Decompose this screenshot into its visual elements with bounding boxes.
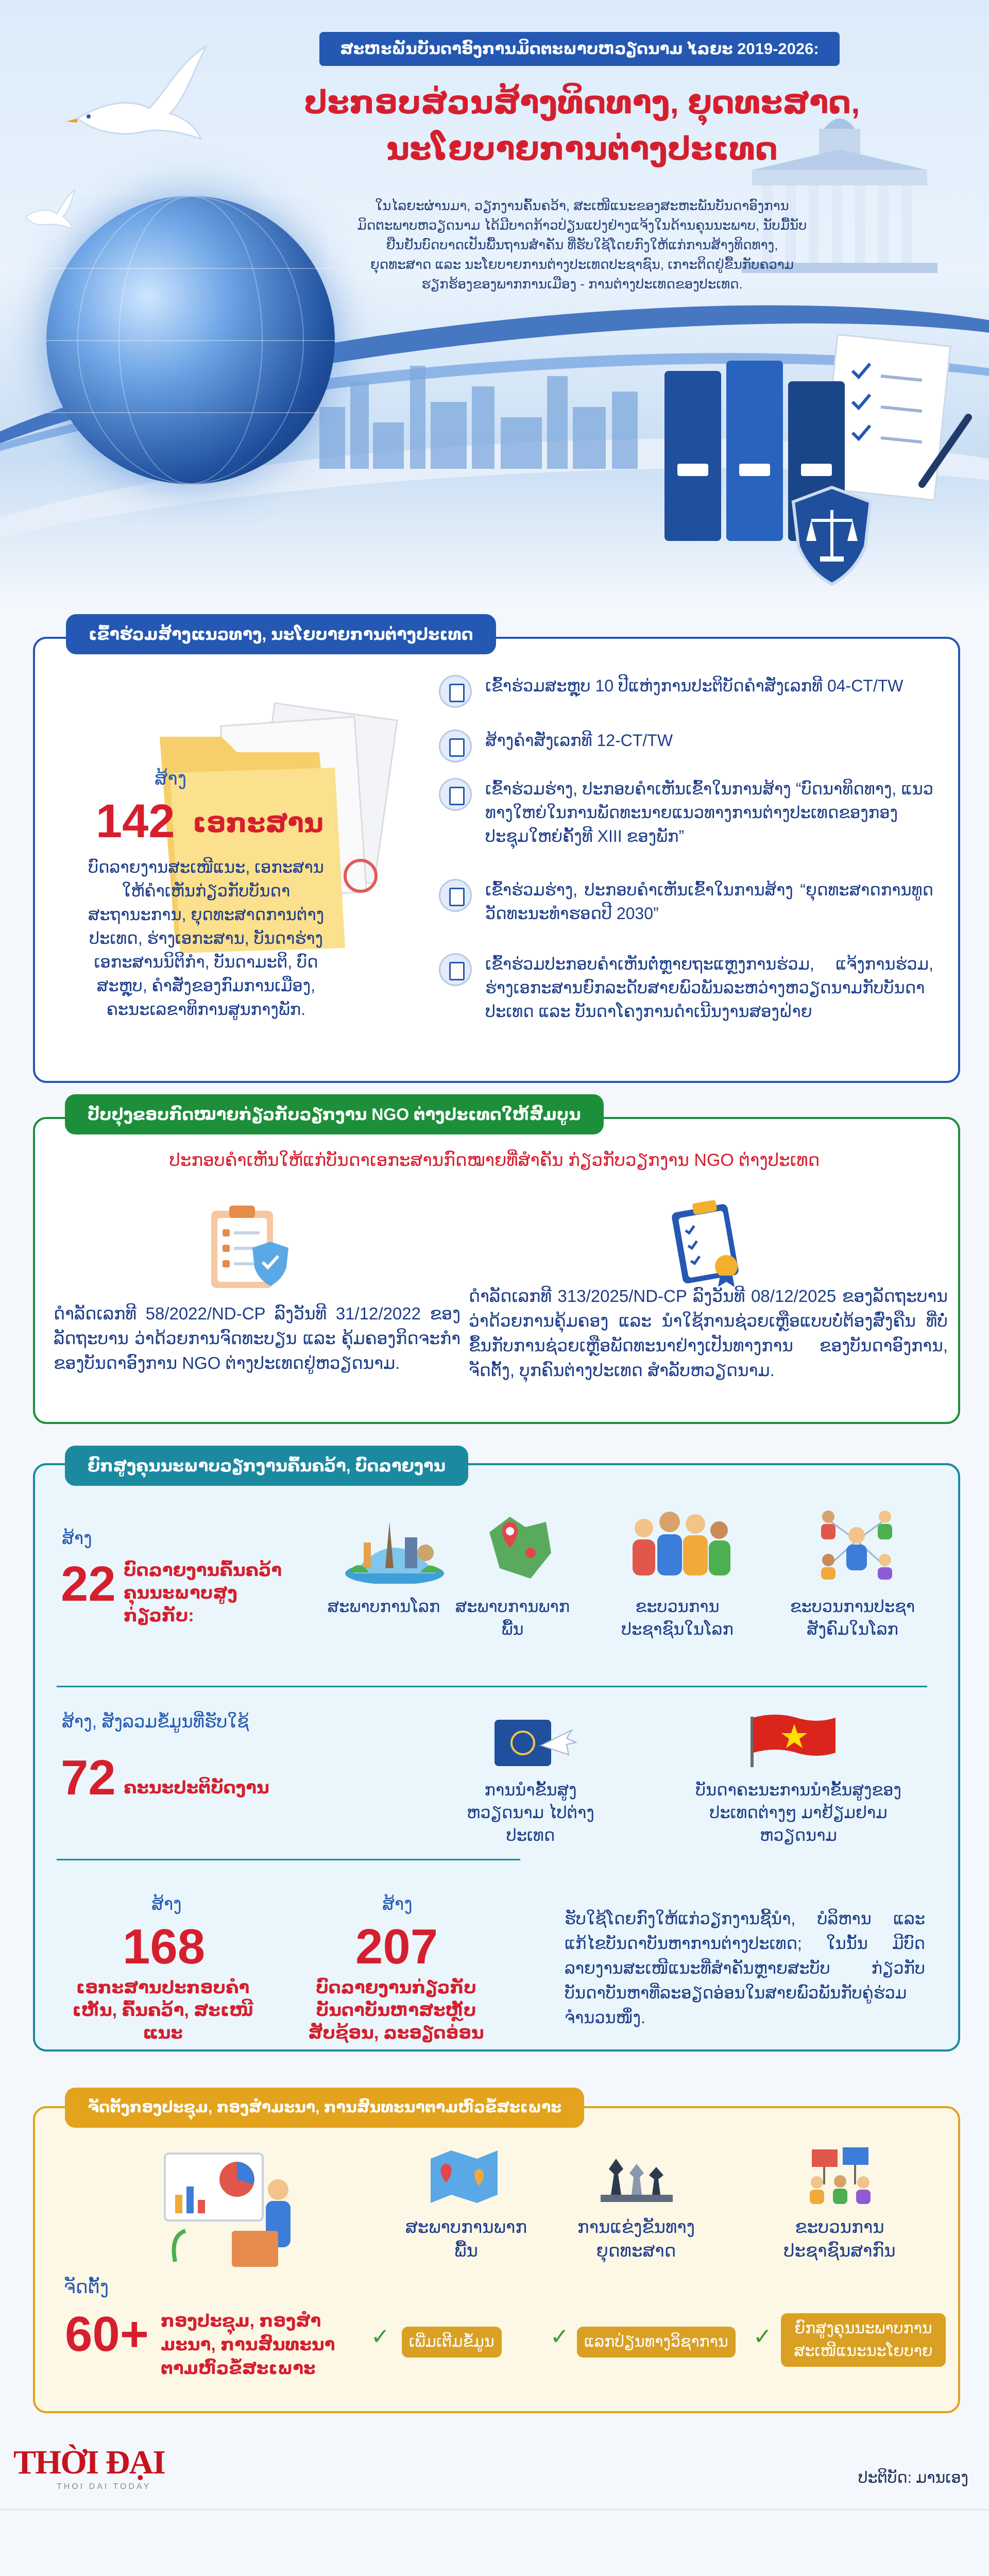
decree-313-text: ດຳລັດເລກທີ 313/2025/ND-CP ລົງວັນທີ 08/12/2025 ຂອງລັດຖະບານ ວ່າດ້ວຍການຄຸ້ມຄອງ ແລະ ນຳໃຊ້ການຊ່ວຍເຫຼືອແບບບໍ່ຕ້ອງສົ່ງຄືນ ທີ່ບໍ່ຂຶ້ນກັບການຊ່ວຍເຫຼືອພັດທະນາຢ່າງເປັນທາງການ ຂອງບັນດາອົງການ, ຈັດຕັ້ງ, ບຸກຄົນຕ່າງປະເທດ ສຳລັບຫວຽດນາມ. (469, 1286, 948, 1380)
author-credit: ປະຕິບັດ: ມານເອງ (858, 2469, 968, 2486)
section3-title: ຍົກສູງຄຸນນະພາບວຽກງານຄົ້ນຄວ້າ, ບົດລາຍງານ (65, 1446, 468, 1486)
row3a-caption: ເອກະສານປະກອບຄຳເຫັນ, ຄົ້ນຄວ້າ, ສະເໜີແນະ (72, 1978, 253, 2043)
regional-map-pins-icon (425, 2143, 503, 2205)
document-icon (439, 778, 472, 811)
row3a-number: 168 (123, 1919, 206, 1974)
stat-description: ບົດລາຍງານສະເໜີແນະ, ເອກະສານໃຫ້ຄຳເຫັນກ່ຽວກັບບັນດາສະຖານະການ, ຍຸດທະສາດການຕ່າງປະເທດ, ຮ່າງເອກະສານ, ບັນດາຮ່າງເອກະສານນິຕິກຳ, ບັນດາມະຕິ, ບົດສະຫຼຸບ, ຄຳສັ່ງຂອງກົມການເມືອງ, ຄະນະເລຂາທິການສູນກາງພັກ. (88, 858, 325, 1019)
thoi-dai-logo: THỜI ĐẠI (13, 2444, 165, 2481)
vietnam-flag-icon (745, 1711, 838, 1768)
row2-unit: ຄະນະປະຕິບັດງານ (124, 1778, 269, 1798)
check-icon: ✓ (753, 2324, 772, 2349)
page-title-line2: ນະໂຍບາຍການຕ່າງປະເທດ (386, 131, 778, 167)
page-title-line1: ປະກອບສ່ວນສ້າງທິດທາງ, ຍຸດທະສາດ, (304, 85, 860, 121)
outcome-badge-policy: ຍົກສູງຄຸນນະພາບການສະເໜີແນະນະໂຍບາຍ (781, 2313, 946, 2367)
people-crowd-icon (623, 1502, 737, 1585)
footer-divider (0, 2509, 989, 2510)
stat-prefix: ສ້າງ (155, 768, 187, 789)
topic-foreign-delegations: ບັນດາຄະນະການນຳຂັ້ນສູງຂອງປະເທດຕ່າງໆ ມາຢ້ຽມຢາມຫວຽດນາມ (695, 1781, 901, 1844)
section2-subtitle: ປະກອບຄຳເຫັນໃຫ້ແກ່ບັນດາເອກະສານກົດໝາຍທີ່ສຳຄັນ ກ່ຽວກັບວຽກງານ NGO ຕ່າງປະເທດ (169, 1150, 820, 1170)
row3b-prefix: ສ້າງ (382, 1894, 413, 1914)
regional-map-icon (479, 1501, 556, 1584)
divider (57, 1859, 520, 1860)
chess-strategy-icon (595, 2148, 678, 2205)
city-skyline (309, 355, 670, 469)
intro-description: ໃນໄລຍະຜ່ານມາ, ວຽກງານຄົ້ນຄວ້າ, ສະເໜີແນະຂອງສະຫະພັນບັນດາອົງການມິດຕະພາບຫວຽດນາມ ໄດ້ມີບາດກ້າວປ່ຽນແປງຢ່າງແຈ້ງໃນດ້ານຄຸນນະພາບ, ນັບມື້ນັບຢືນຢັນບົດບາດເປັນພື້ນຖານສຳຄັນ ທີ່ຮັບໃຊ້ໂດຍກົງໃຫ້ແກ່ການສ້າງທິດທາງ, ຍຸດທະສາດ ແລະ ນະໂຍບາຍການຕ່າງປະເທດປະຊາຊົນ, ເກາະຕິດຢູ່ຂື້ນກັບຄວາມຮຽກຮ້ອງຂອງພາກການເມືອງ - ການຕ່າງປະເທດຂອງປະເທດ. (357, 198, 807, 292)
document-icon (439, 675, 472, 708)
decree-58-text: ດຳລັດເລກທີ 58/2022/ND-CP ລົງວັນທີ 31/12/2022 ຂອງລັດຖະບານ ວ່າດ້ວຍການຈົດທະບຽນ ແລະ ຄຸ້ມຄອງກິດຈະກຳຂອງບັນດາອົງການ NGO ຕ່າງປະເທດຢູ່ຫວຽດນາມ. (54, 1304, 461, 1372)
topic-regional-situation: ສະພາບການພາກພື້ນ (455, 1597, 570, 1638)
conference-prefix: ຈັດຕັ້ງ (64, 2276, 109, 2297)
world-landmarks-icon (343, 1512, 446, 1584)
section2-title: ປັບປຸງຂອບກົດໝາຍກ່ຽວກັບວຽກງານ NGO ຕ່າງປະເທດໃຫ້ສົມບູນ (65, 1094, 604, 1134)
document-icon (439, 953, 472, 986)
conference-number: 60+ (65, 2307, 149, 2362)
civil-society-network-icon (808, 1499, 906, 1582)
row3b-number: 207 (355, 1919, 438, 1974)
logo-subtitle: THOI DAI TODAY (57, 2482, 151, 2491)
dove-icon (57, 41, 211, 155)
row3-paragraph: ຮັບໃຊ້ໂດຍກົງໃຫ້ແກ່ວຽກງານຊີ້ນຳ, ບໍລິຫານ ແລະ ແກ້ໄຂບັນດາບັນຫາການຕ່າງປະເທດ; ໃນນັ້ນ ມີບົດລາຍງານສະເໜີແນະທີ່ສຳຄັນຫຼາຍສະບັບ ກ່ຽວກັບບັນດາບັນຫາທີ່ລະອຽດອ່ອນໃນສາຍພົວພັນກັບຄູ່ຮ່ວມຈຳນວນໜຶ່ງ. (565, 1909, 925, 2027)
topic-people-movement: ຂະບວນການປະຊາຊົນໃນໂລກ (621, 1597, 734, 1638)
outcome-badge-exchange: ແລກປ່ຽນທາງວິຊາການ (577, 2327, 736, 2358)
topic-leaders-abroad: ການນຳຂັ້ນສູງຫວຽດນາມ ໄປຕ່າງປະເທດ (467, 1781, 594, 1844)
check-icon: ✓ (550, 2324, 569, 2349)
small-dove-icon (21, 185, 77, 232)
row1-unit: ບົດລາຍງານຄົ້ນຄວ້າຄຸນນະພາບສູງກ່ຽວກັບ: (124, 1561, 282, 1625)
presentation-speaker-icon (155, 2143, 309, 2272)
topic-international-movement: ຂະບວນການປະຊາຊົນສາກົນ (783, 2217, 896, 2261)
topic-world-situation: ສະພາບການໂລກ (327, 1597, 440, 1616)
row3a-prefix: ສ້າງ (151, 1894, 182, 1914)
section4-title: ຈັດຕັ້ງກອງປະຊຸມ, ກອງສຳມະນາ, ການສົນທະນາຕາມຫົວຂໍ້ສະເພາະ (65, 2088, 584, 2128)
checklist-award-icon (670, 1195, 747, 1288)
topic-civil-society: ຂະບວນການປະຊາສັງຄົມໃນໂລກ (790, 1597, 915, 1638)
document-icon (439, 730, 472, 762)
row2-prefix: ສ້າງ, ສັງລວມຂໍ້ມູນທີ່ຮັບໃຊ້ (62, 1712, 249, 1732)
passport-travel-icon (489, 1715, 577, 1771)
document-icon (439, 879, 472, 912)
stat-number-documents: 142 (96, 795, 175, 848)
stat-unit: ເອກະສານ (193, 808, 324, 838)
clipboard-shield-icon (206, 1200, 294, 1293)
conference-unit: ກອງປະຊຸມ, ກອງສຳມະນາ, ການສົນທະນາຕາມຫົວຂໍ້ສະເພາະ (161, 2311, 335, 2378)
row3b-caption: ບົດລາຍງານກ່ຽວກັບບັນດາບັນຫາສະຫຼັບສັບຊ້ອນ, ລະອຽດອ່ອນ (308, 1978, 484, 2043)
justice-shield-icon (788, 484, 876, 587)
globe-illustration (46, 196, 335, 484)
divider (57, 1686, 927, 1687)
international-rally-icon (802, 2143, 879, 2205)
outcome-badge-info: ເພີ່ມເຕີມຂໍ້ມູນ (402, 2327, 502, 2358)
row2-number: 72 (61, 1750, 116, 1805)
hero-banner (0, 0, 989, 608)
row1-number: 22 (61, 1556, 116, 1612)
check-icon: ✓ (371, 2324, 390, 2349)
topic-strategic-competition: ການແຂ່ງຂັນທາງຍຸດທະສາດ (577, 2217, 695, 2261)
row1-prefix: ສ້າງ (62, 1529, 92, 1548)
header-banner: ສະຫະພັນບັນດາອົງການມິດຕະພາບຫວຽດນາມ ໄລຍະ 2019-2026: (319, 32, 840, 66)
section1-title: ເຂົ້າຮ່ວມສ້າງແນວທາງ, ນະໂຍບາຍການຕ່າງປະເທດ (66, 614, 496, 654)
topic-regional: ສະພາບການພາກພື້ນ (405, 2217, 527, 2261)
